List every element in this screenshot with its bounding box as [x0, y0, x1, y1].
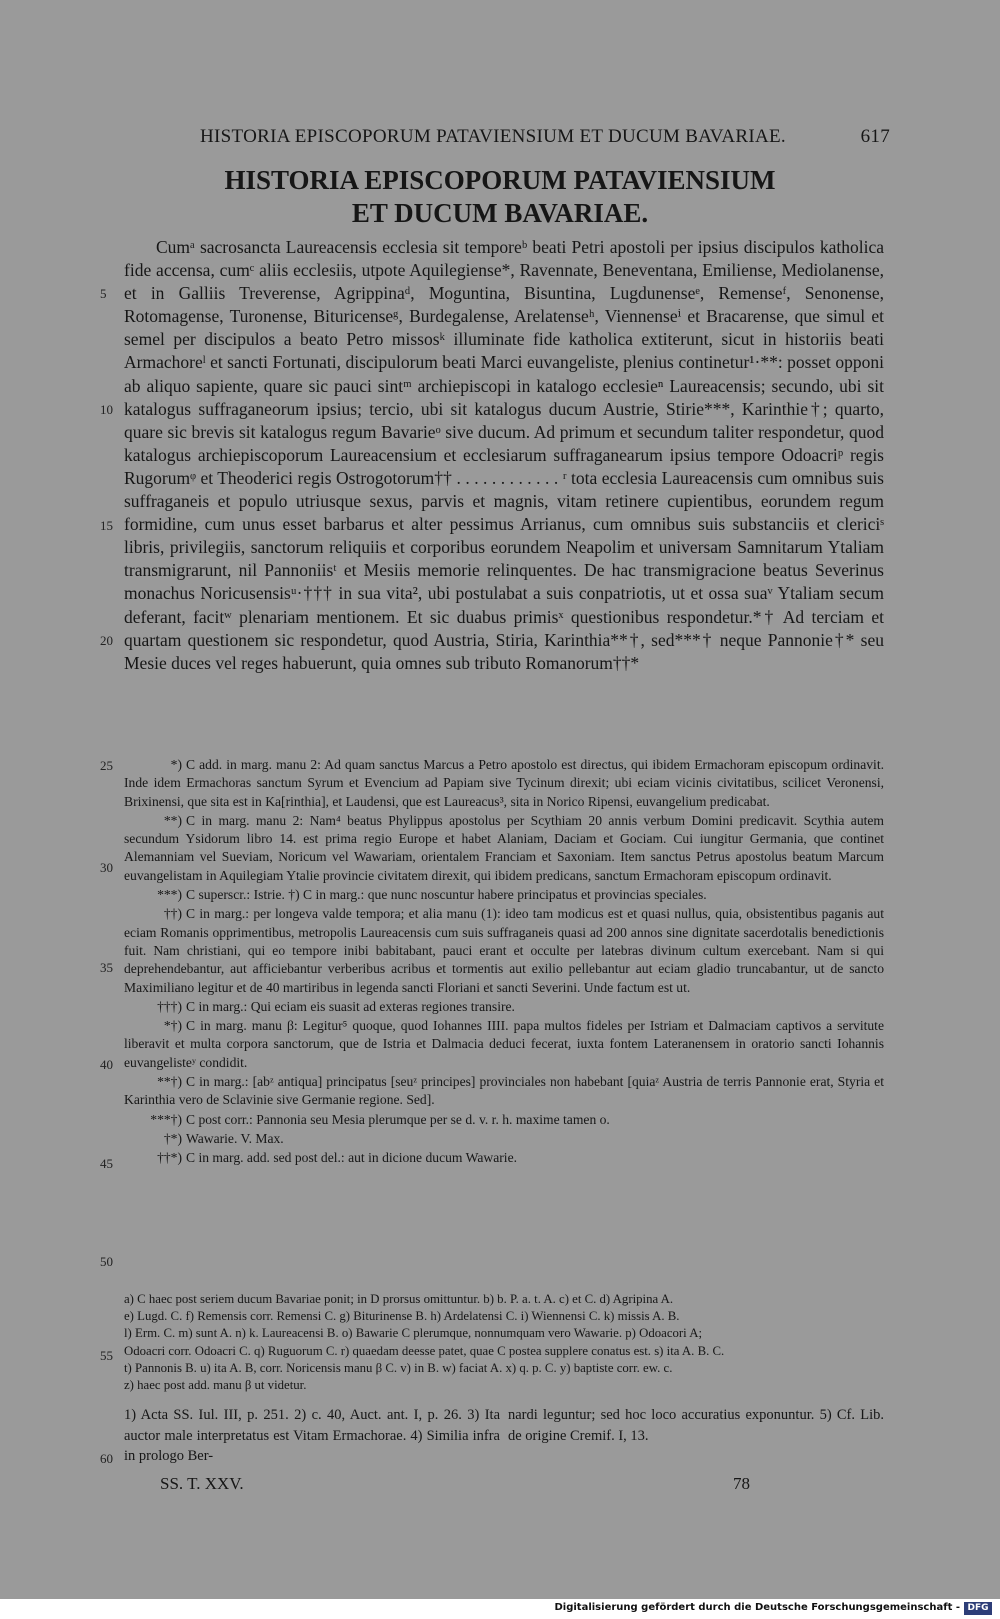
note-text: C in marg.: Qui eciam eis suasit ad exteras regiones transire. — [186, 998, 515, 1014]
note-mark: †††) — [157, 998, 182, 1014]
apparatus-line: l) Erm. C. m) sunt A. n) k. Laureacensi B. o) Bawarie C plerumque, nonnumquam vero Wawarie. p) Odoacori A; — [124, 1326, 703, 1341]
note-mark: **) — [163, 812, 182, 828]
line-number: 45 — [100, 1156, 113, 1171]
line-number: 35 — [100, 960, 113, 975]
digitization-credit-bar — [0, 1599, 1000, 1619]
note-item — [124, 1130, 884, 1148]
credit-text: Digitalisierung gefördert durch die Deutsche Forschungsgemeinschaft - — [554, 1602, 960, 1613]
apparatus-line: e) Lugd. C. f) Remensis corr. Remensi C. g) Biturinense B. h) Ardelatensi C. i) Wiennensi C. k) missis A. B. — [124, 1309, 680, 1324]
note-text: C in marg. manu β: Legitur⁵ quoque, quod Iohannes IIII. papa multos fideles per Istriam et Dalmaciam captivos a servitute liberavit et multa corpora sanctorum, que de Istria et Dalmacia deduci fecerat, iuxta fontem Lateranensem in oratorio sancti Iohannis euvangelisteʸ condidit. — [124, 1018, 884, 1070]
note-mark: ††*) — [157, 1150, 182, 1166]
note-mark: **†) — [157, 1074, 182, 1090]
note-text: C in marg. add. sed post del.: aut in dicione ducum Wawarie. — [186, 1150, 518, 1166]
line-number: 15 — [100, 518, 113, 533]
note-item — [124, 756, 884, 811]
line-number: 5 — [100, 286, 107, 301]
line-number: 20 — [100, 633, 113, 648]
apparatus-line: Odoacri corr. Odoacri C. q) Ruguorum C. r) quaedam deesse patet, quae C postea supplere conatus est. s) ita A. B. C. — [124, 1343, 725, 1358]
note-text: C in marg. manu 2: Nam⁴ beatus Phylippus apostolus per Scythiam 20 annis verbum Domini predicavit. Scythia autem secundum Ysidorum libro 14. est prima regio Europe et habet Alaniam, Daciam et Gociam. Cui iungitur Germania, que continet Alemanniam vel Sueviam, Noricum vel Wawariam, orientalem Franciam et Saxoniam. Item sanctus Petrus apostolus beatum Marcum euvangelistam in Aquilegiam Ytalie provincie civitatem direxit, qui ibidem predicans, sanctum Ermachoram episcopum ordinavit. — [124, 812, 884, 883]
note-item — [124, 1111, 884, 1129]
line-number: 10 — [100, 402, 113, 417]
title-line-1: HISTORIA EPISCOPORUM PATAVIENSIUM — [224, 165, 776, 195]
line-number: 40 — [100, 1057, 113, 1072]
running-head — [200, 126, 890, 148]
note-mark: ***†) — [150, 1111, 182, 1127]
note-item — [124, 998, 884, 1016]
critical-apparatus — [124, 1291, 884, 1394]
line-number: 30 — [100, 860, 113, 875]
note-text: C add. in marg. manu 2: Ad quam sanctus Marcus a Petro apostolo est directus, qui ibidem Ermachoram episcopum ordinavit. Inde idem Ermachoras sanctum Syrum et Evencium ad Papiam sive Tycinum direxit; ubi eciam vicinis civitatibus, scilicet Veronensi, Brixinensi, que sita est in Ka[rinthia], et Laudensi, que est Laureacus³, sita in Norico Ripensi, euvangelium predicabat. — [124, 757, 884, 809]
dfg-logo-icon: DFG — [964, 1602, 992, 1615]
marginal-notes — [124, 756, 884, 1169]
note-item — [124, 905, 884, 996]
note-mark: ††) — [163, 906, 182, 922]
note-item — [124, 812, 884, 885]
apparatus-line: a) C haec post seriem ducum Bavariae ponit; in D prorsus omittuntur. b) b. P. a. t. A. c) et C. d) Agripina A. — [124, 1292, 674, 1306]
main-text — [124, 236, 884, 675]
running-head-title: HISTORIA EPISCOPORUM PATAVIENSIUM ET DUCUM BAVARIAE. — [200, 126, 786, 147]
line-number: 50 — [100, 1254, 113, 1269]
page-number: 617 — [860, 126, 890, 147]
note-item — [124, 1017, 884, 1072]
document-title — [120, 164, 880, 230]
references-right-column — [508, 1405, 884, 1446]
line-number: 55 — [100, 1348, 113, 1363]
volume-signature: SS. T. XXV. — [160, 1474, 244, 1493]
references-right-text: nardi leguntur; sed hoc loco accuratius exponuntur. 5) Cf. Lib. de origine Cremif. I, 13. — [508, 1407, 884, 1444]
line-number: 25 — [100, 758, 113, 773]
sheet-number: 78 — [733, 1474, 750, 1493]
note-mark: *) — [170, 757, 182, 772]
note-text: C in marg.: per longeva valde tempora; et alia manu (1): ideo tam modicus est et quasi nullus, quia, obsistentibus paganis aut eciam Romanis opprimentibus, metropolis Laureacensis cum suis suffraganeis quasi ad 200 annos sine dignitate sacerdotalis benedictionis fuit. Nam christiani, qui eo tempore inibi babitabant, pauci erant et occulte per latebras divinum cultum exercebant. Nam si qui deprehendebantur, aut afficiebantur verberibus acribus et tormentis aut exilio pellebantur aut eciam gladio truncabantur, ut de sancto Maximiliano legitur et de 40 martiribus in legenda sancti Floriani et sancti Severini. Unde factum est ut. — [124, 906, 884, 995]
body-paragraph: Cumᵃ sacrosancta Laureacensis ecclesia sit temporeᵇ beati Petri apostoli per ipsius discipulos katholica fide accensa, cumᶜ aliis ecclesiis, utpote Aquilegiense*, Ravennate, Beneventana, Emiliense, Mediolanense, et in Galliis Treverense, Agrippinaᵈ, Moguntina, Bisuntina, Lugdunenseᵉ, Remenseᶠ, Senonense, Rotomagense, Turonense, Bituricenseᵍ, Burdegalense, Arelatenseʰ, Viennenseⁱ et Bracarense, que simul et semel per discipulos a beato Petro missosᵏ illuminate fide katholica extiterunt, sicut in historiis beati Armachoreˡ et sancti Fortunati, discipulorum beati Marci euvangeliste, plenius continetur¹·**: posset opponi ab aliquo sapiente, quare sic pauci sintᵐ archiepiscopi in katalogo ecclesieⁿ Laureacensis; secundo, ubi sit katalogus suffraganeorum ipsius; tercio, ubi sit katalogus ducum Austrie, Stirie***, Karinthie†; quarto, quare sic brevis sit katalogus regum Bavarieᵒ sive ducum. Ad primum et secundum taliter respondetur, quod katalogus archiepiscoporum Laureacensium et ecclesiarum suffraganearum ipsius tempore Odoacriᵖ regis Rugorumᵠ et Theoderici regis Ostrogotorum†† . . . . . . . . . . . . ʳ tota ecclesia Laureacensis cum omnibus suis suffraganeis et populo utriusque sexus, parvis et magnis, vitam retinere cupientibus, eorundem regum formidine, cum unus esset barbarus et alter pessimus Arrianus, cum omnibus suis substanciis et clericiˢ libris, privilegiis, sanctorum reliquiis et corporibus eorundem Neapolim et universam Samnitarum Ytaliam transmigrarunt, nil Pannoniisᵗ et Mesiis memorie relinquentes. De hac transmigracione beatus Severinus monachus Noricusensisᵘ·††† in sua vita², ubi postulabat a suis conpatriotis, ut et ossa suaᵛ Ytaliam secum deferant, facitʷ plenariam mentionem. Et sic duabus primisˣ questionibus respondetur.*† Ad terciam et quartam questionem sic respondetur, quod Austria, Stiria, Karinthia**†, sed***† neque Pannonie†* seu Mesie duces vel reges habuerunt, quia omnes sub tributo Romanorum††* — [124, 237, 884, 673]
references-left-text: 1) Acta SS. Iul. III, p. 251. 2) c. 40, Auct. ant. I, p. 26. 3) Ita auctor male interpretatus est Vitam Ermachorae. 4) Similia infra in prologo Ber- — [124, 1407, 500, 1464]
line-number: 60 — [100, 1451, 113, 1466]
note-item — [124, 886, 884, 904]
note-text: Wawarie. V. Max. — [186, 1130, 284, 1146]
note-text: C superscr.: Istrie. †) C in marg.: que nunc noscuntur habere principatus et provincias speciales. — [186, 887, 707, 903]
title-line-2: ET DUCUM BAVARIAE. — [351, 198, 649, 228]
note-mark: †*) — [163, 1130, 182, 1146]
references-left-column — [124, 1405, 500, 1467]
note-text: C post corr.: Pannonia seu Mesia plerumque per se d. v. r. h. maxime tamen o. — [186, 1111, 610, 1127]
apparatus-line: t) Pannonis B. u) ita A. B, corr. Noricensis manu β C. v) in B. w) faciat A. x) q. p. C. y) baptiste corr. ew. c. — [124, 1360, 673, 1375]
note-mark: ***) — [157, 887, 182, 903]
apparatus-line: z) haec post add. manu β ut videtur. — [124, 1378, 307, 1393]
note-mark: *†) — [163, 1018, 182, 1034]
note-text: C in marg.: [abᶻ antiqua] principatus [seuᶻ principes] provinciales non habebant [quiaᶻ Austria de terris Pannonie erat, Styria et Karinthia vero de Sclavinie sive Germanie regione. Sed]. — [124, 1074, 884, 1108]
note-item — [124, 1073, 884, 1110]
note-item — [124, 1149, 884, 1167]
